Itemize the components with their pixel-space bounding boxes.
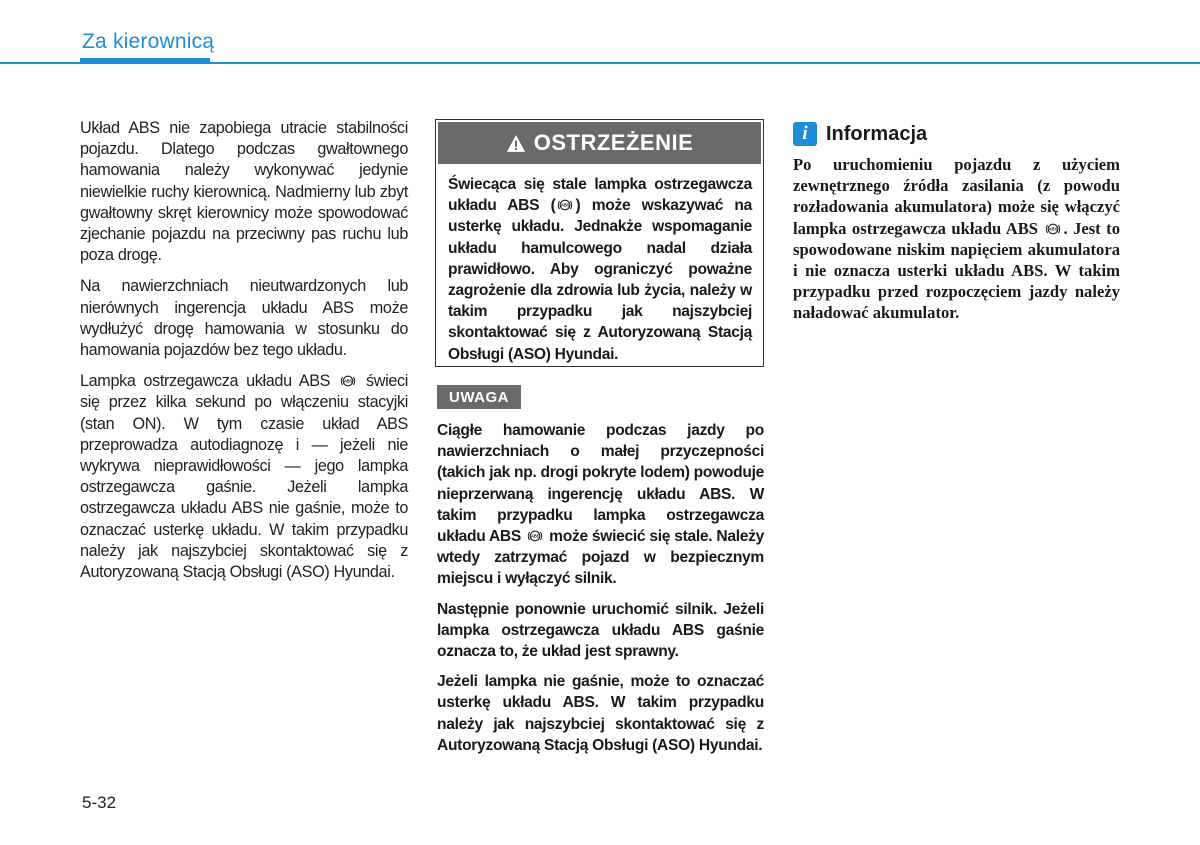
caution-paragraph-2: Następnie ponownie uruchomić silnik. Jeżeli lampka ostrzegawcza układu ABS gaśnie oznacza to, że układ jest sprawny. bbox=[437, 600, 764, 661]
warning-text-start: Świecąca się stale lampka ostrzegawcza układu ABS ( bbox=[448, 176, 752, 215]
warning-text bbox=[436, 164, 763, 365]
abs-warning-light-icon bbox=[340, 373, 356, 389]
info-icon: i bbox=[793, 122, 817, 146]
warning-triangle-icon bbox=[506, 134, 526, 153]
column-left bbox=[80, 118, 408, 593]
paragraph-abs-lamp-start: Lampka ostrzegawcza układu ABS bbox=[80, 372, 331, 391]
page-number: 5-32 bbox=[82, 793, 117, 812]
warning-text-end: ) może wskazywać na usterkę układu. Jednakże wspomaganie układu hamulcowego nadal działa prawidłowo. Aby ograniczyć poważne zagrożenie dla zdrowia lub życia, należy w takim przypadku jak najszybciej skontaktować się z Autoryzowaną Stacją Obsługi (ASO) Hyundai. bbox=[448, 197, 753, 363]
svg-text:ABS: ABS bbox=[343, 378, 353, 384]
caution-paragraph-1-end: może świecić się stale. Należy wtedy zatrzymać pojazd w bezpiecznym miejscu i wyłączyć silnik. bbox=[437, 528, 764, 588]
paragraph-abs-lamp bbox=[80, 371, 408, 583]
abs-warning-light-icon bbox=[557, 197, 573, 213]
header-rule bbox=[0, 62, 1200, 64]
svg-text:ABS: ABS bbox=[530, 533, 540, 539]
info-header bbox=[793, 121, 927, 147]
abs-warning-light-icon bbox=[527, 528, 543, 544]
caution-paragraph-1-start: Ciągłe hamowanie podczas jazdy po nawierzchniach o małej przyczepności (takich jak np. drogi pokryte lodem) powoduje nieprzerwaną ingerencję układu ABS. W takim przypadku lampka ostrzegawcza układu ABS bbox=[437, 422, 764, 546]
paragraph-abs-stability: Układ ABS nie zapobiega utracie stabilności pojazdu. Dlatego podczas gwałtownego hamowania należy wykonywać jedynie niewielkie ruchy kierownicą. Nadmierny lub zbyt gwałtowny skręt kierownicy może spowodować zjechanie pojazdu na przeciwny pas ruchu lub poza drogę. bbox=[80, 119, 408, 265]
info-text bbox=[793, 154, 1120, 324]
info-text-start: Po uruchomieniu pojazdu z użyciem zewnętrznego źródła zasilania (z powodu rozładowania akumulatora) może się włączyć lampka ostrzegawcza układu ABS bbox=[793, 155, 1120, 238]
caution-badge: UWAGA bbox=[437, 385, 521, 409]
warning-header bbox=[438, 122, 761, 164]
info-text-end: . Jest to spowodowane niskim napięciem akumulatora i nie oznacza usterki układu ABS. W takim przypadku przed rozpoczęciem jazdy należy naładować akumulator. bbox=[793, 218, 1120, 323]
caution-paragraph-3: Jeżeli lampka nie gaśnie, może to oznaczać usterkę układu ABS. W takim przypadku należy jak najszybciej skontaktować się z Autoryzowaną Stacją Obsługi (ASO) Hyundai. bbox=[437, 673, 764, 754]
svg-text:ABS: ABS bbox=[1048, 226, 1059, 232]
warning-box bbox=[435, 119, 764, 367]
svg-text:ABS: ABS bbox=[561, 202, 570, 208]
caution-paragraph-1 bbox=[437, 420, 764, 590]
caution-text bbox=[437, 420, 764, 765]
abs-warning-light-icon bbox=[1045, 221, 1061, 237]
paragraph-abs-lamp-end: świeci się przez kilka sekund po włączeniu stacyjki (stan ON). W tym czasie układ ABS przeprowadza autodiagnozę i — jeżeli nie wykrywa nieprawidłowości — jego lampka ostrzegawcza gaśnie. Jeżeli lampka ostrzegawcza układu ABS nie gaśnie, może to oznaczać usterkę układu. W takim przypadku należy jak najszybciej skontaktować się z Autoryzowaną Stacją Obsługi (ASO) Hyundai. bbox=[80, 372, 409, 582]
warning-title: OSTRZEŻENIE bbox=[533, 130, 694, 155]
paragraph-unpaved-roads: Na nawierzchniach nieutwardzonych lub nierównych ingerencja układu ABS może wydłużyć drogę hamowania w stosunku do hamowania pojazdów bez tego układu. bbox=[80, 277, 408, 360]
info-title: Informacja bbox=[826, 122, 928, 145]
section-title: Za kierownicą bbox=[82, 30, 215, 53]
